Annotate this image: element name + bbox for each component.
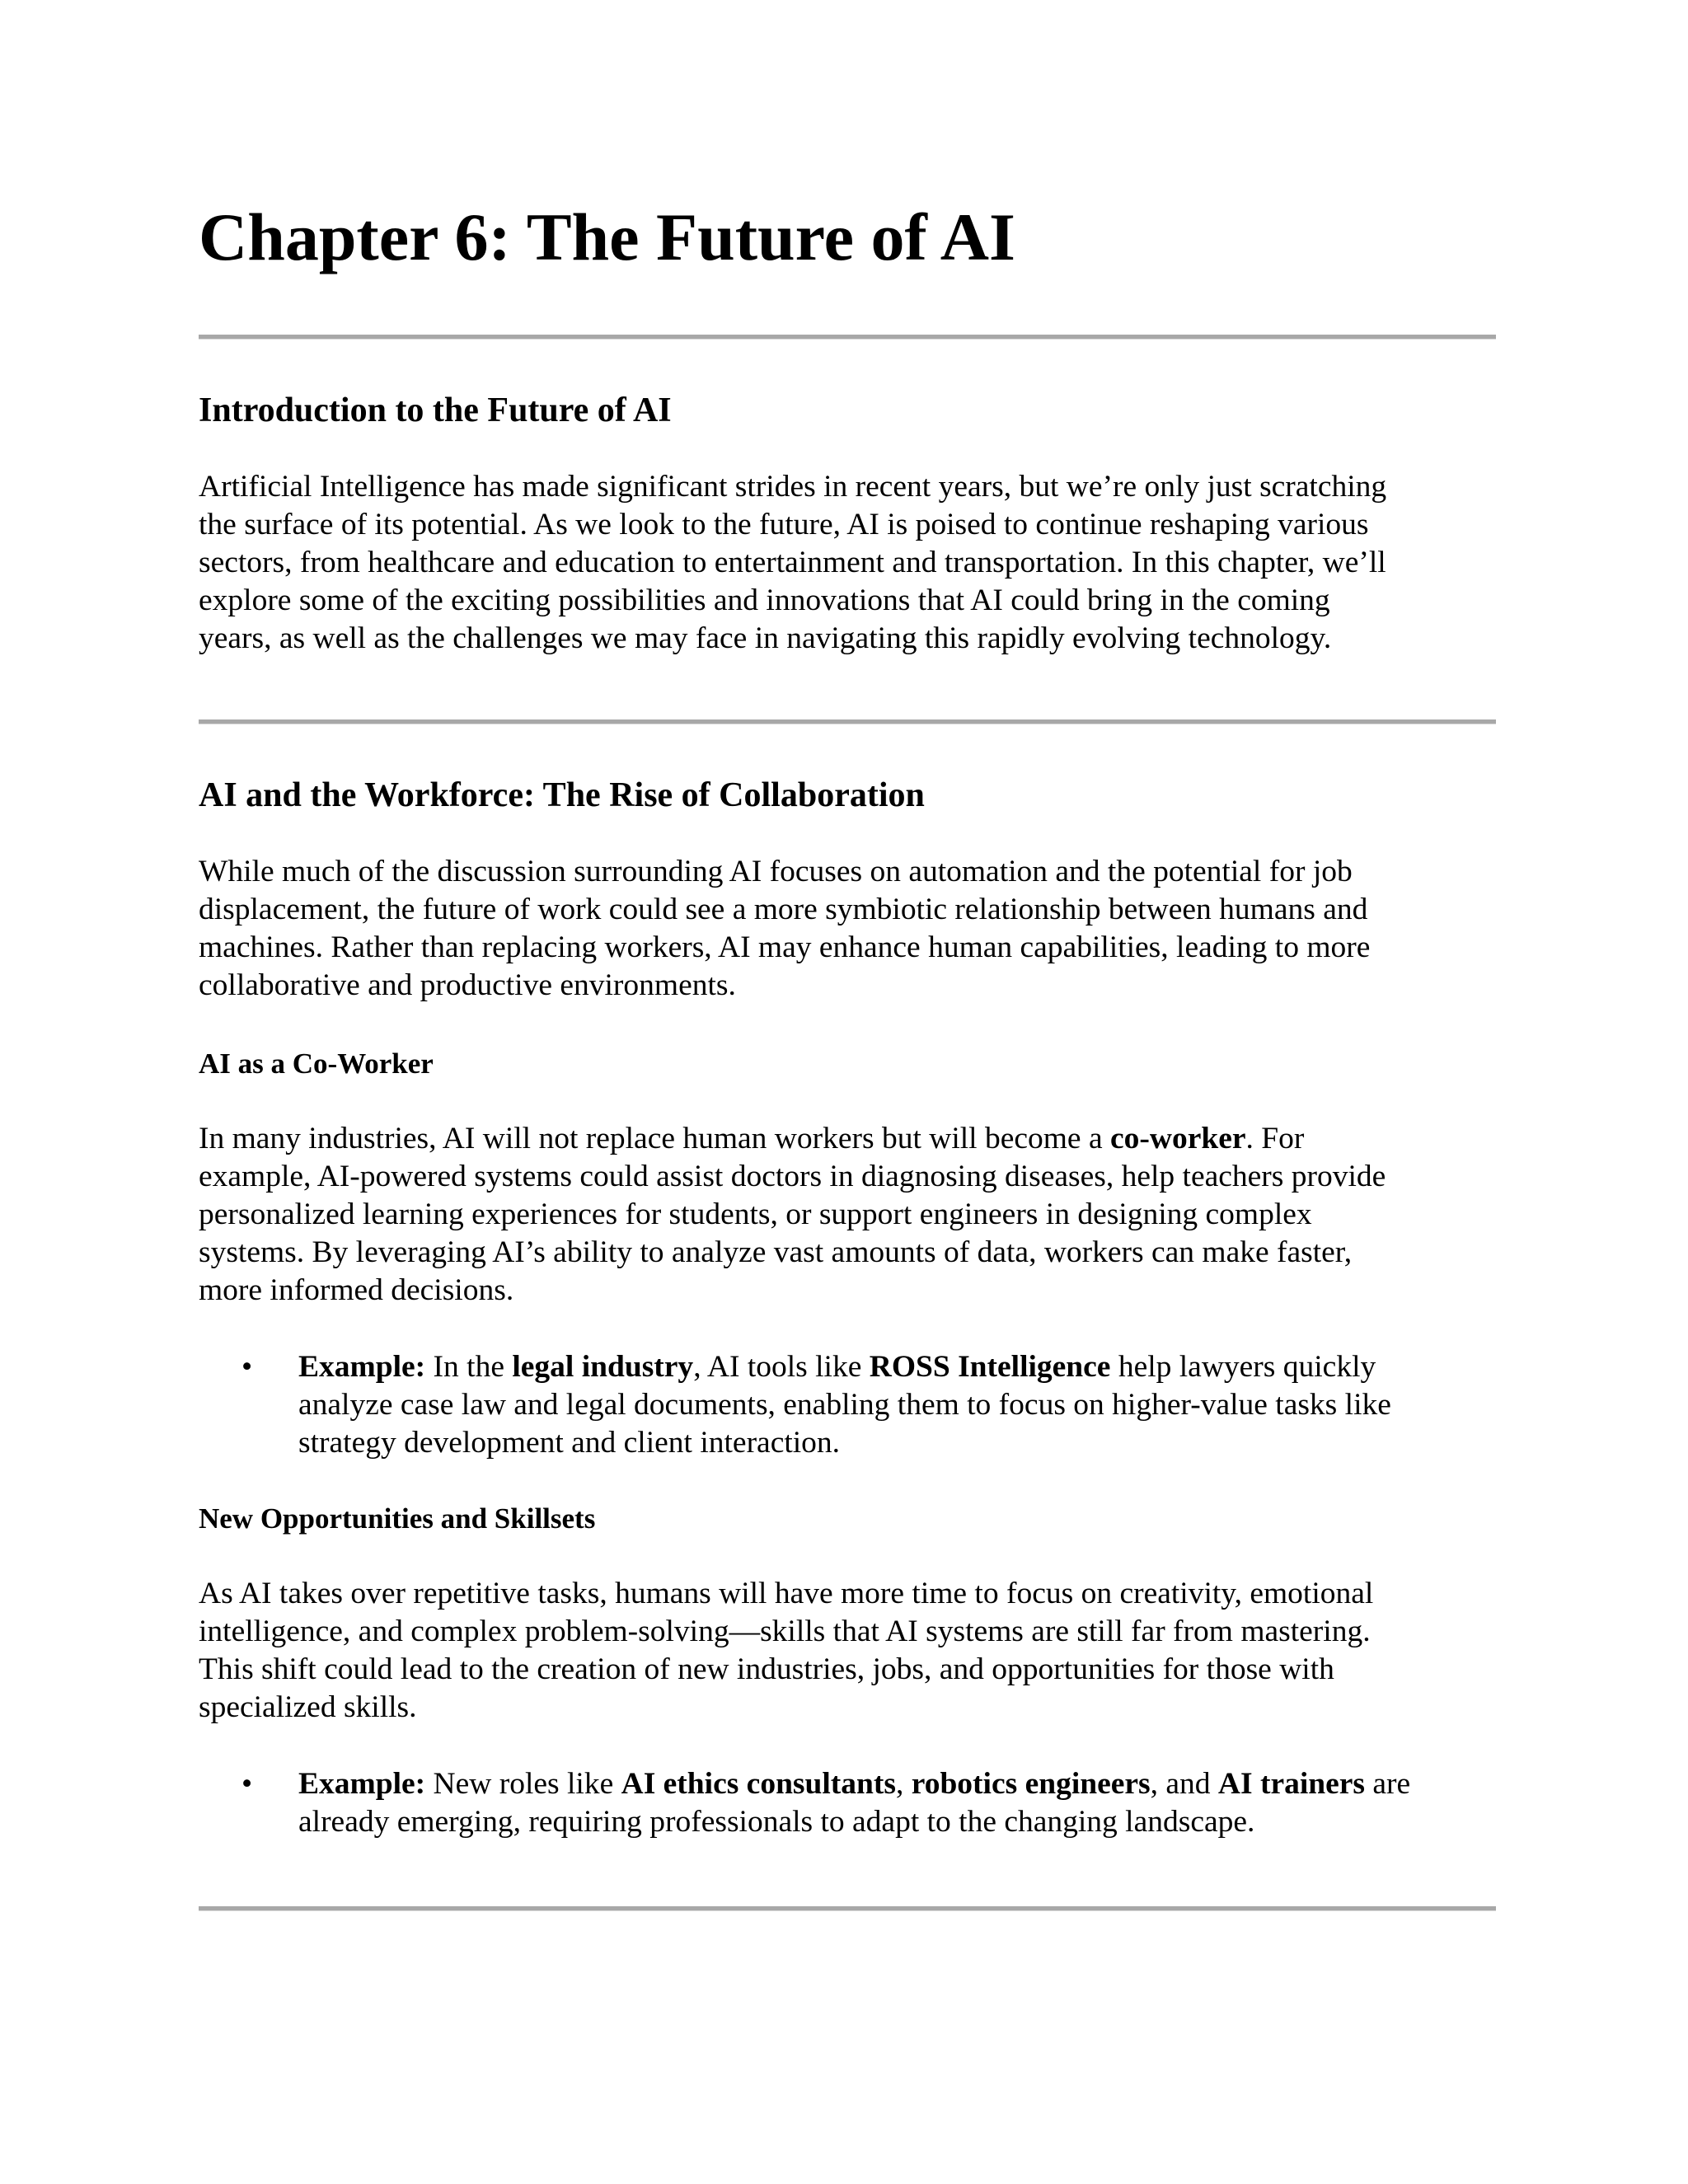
intro-line-1: Artificial Intelligence has made significant strides in recent years, but we’re only just scratching [199,470,1387,504]
bullet-icon: • [241,1350,253,1384]
coworker-line-1: In many industries, AI will not replace human workers but will become a co-worker. For [199,1122,1305,1155]
intro-line-5: years, as well as the challenges we may face in navigating this rapidly evolving technology. [199,621,1332,655]
divider-2 [199,719,1496,724]
opportunities-line-1: As AI takes over repetitive tasks, humans will have more time to focus on creativity, emotional [199,1577,1374,1610]
bullet-text: Example: New roles like AI ethics consultants, robotics engineers, and AI trainers are already emerging, requiring professionals to adapt to the changing landscape. [298,1767,1411,1839]
page-title: Chapter 6: The Future of AI [199,199,1015,274]
opportunities-paragraph [199,1575,1373,1727]
intro-heading: Introduction to the Future of AI [199,391,672,429]
coworker-line-4: systems. By leveraging AI’s ability to analyze vast amounts of data, workers can make faster, [199,1235,1353,1269]
divider-3 [199,1906,1496,1911]
intro-paragraph [199,468,1386,658]
intro-line-4: explore some of the exciting possibilities and innovations that AI could bring in the coming [199,583,1330,617]
coworker-paragraph [199,1120,1386,1310]
intro-line-2: the surface of its potential. As we look to the future, AI is poised to continue reshaping various [199,508,1369,541]
bullet-icon: • [241,1767,253,1801]
opportunities-line-4: specialized skills. [199,1690,417,1724]
intro-line-3: sectors, from healthcare and education to entertainment and transportation. In this chapter, we’ll [199,546,1386,579]
workforce-line-4: collaborative and productive environments. [199,968,736,1002]
opportunities-line-3: This shift could lead to the creation of new industries, jobs, and opportunities for those with [199,1652,1334,1686]
bullet-text: Example: In the legal industry, AI tools like ROSS Intelligence help lawyers quickly analyze case law and legal documents, enabling them to focus on higher-value tasks like strategy development and client interaction. [298,1350,1391,1460]
workforce-heading: AI and the Workforce: The Rise of Collaboration [199,776,925,814]
coworker-line-5: more informed decisions. [199,1273,514,1307]
opportunities-heading: New Opportunities and Skillsets [199,1502,596,1535]
divider-1 [199,335,1496,340]
workforce-paragraph [199,853,1370,1005]
workforce-line-3: machines. Rather than replacing workers, AI may enhance human capabilities, leading to more [199,930,1371,964]
coworker-heading: AI as a Co-Worker [199,1047,434,1080]
opportunities-line-2: intelligence, and complex problem-solving—skills that AI systems are still far from mastering. [199,1615,1371,1648]
workforce-line-1: While much of the discussion surrounding AI focuses on automation and the potential for job [199,855,1353,888]
coworker-line-2: example, AI-powered systems could assist doctors in diagnosing diseases, help teachers provide [199,1160,1386,1193]
workforce-line-2: displacement, the future of work could see a more symbiotic relationship between humans and [199,893,1368,926]
coworker-line-3: personalized learning experiences for students, or support engineers in designing complex [199,1197,1312,1231]
